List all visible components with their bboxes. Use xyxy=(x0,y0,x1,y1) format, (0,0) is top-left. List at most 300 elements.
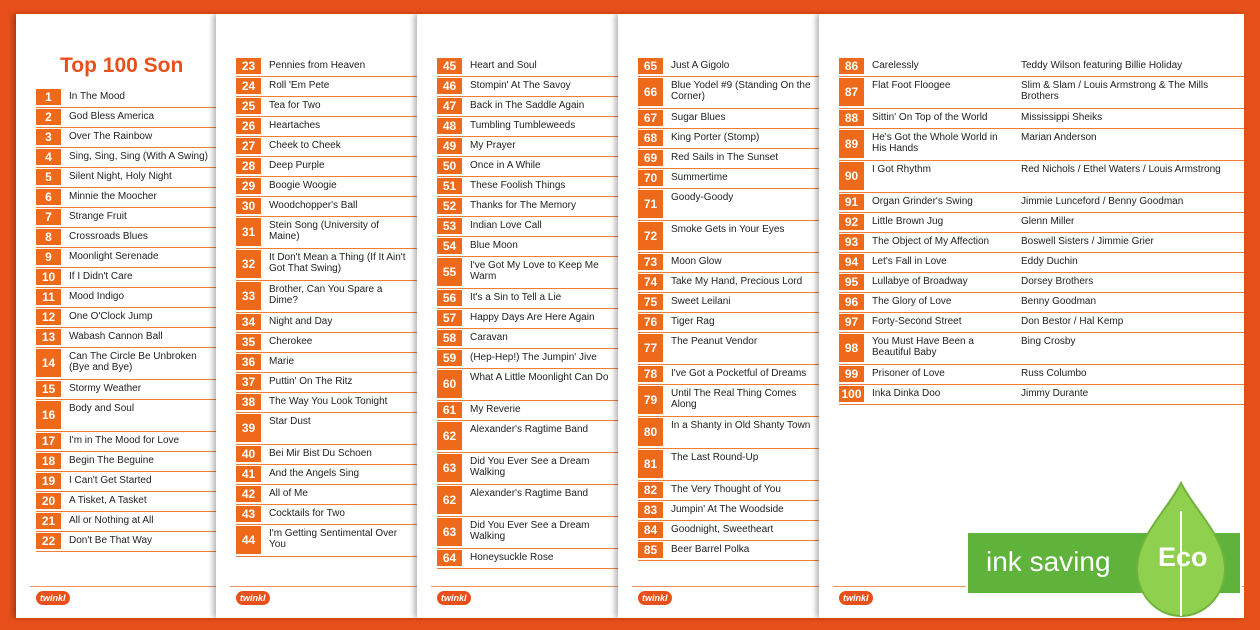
song-title: God Bless America xyxy=(69,111,155,122)
song-title: Jumpin' At The Woodside xyxy=(671,504,784,515)
song-number: 80 xyxy=(638,418,663,446)
song-row xyxy=(236,97,417,117)
song-row xyxy=(236,117,417,137)
song-title: Alexander's Ragtime Band xyxy=(470,488,589,499)
song-number: 90 xyxy=(839,162,864,190)
song-title: Boogie Woogie xyxy=(269,180,337,191)
song-row xyxy=(839,313,1244,333)
song-title: In The Mood xyxy=(69,91,125,102)
song-row xyxy=(839,109,1244,129)
song-artist: Slim & Slam / Louis Armstrong & The Mills Brothers xyxy=(1021,80,1209,102)
song-artist: Glenn Miller xyxy=(1021,216,1075,227)
song-row xyxy=(638,417,819,449)
song-number: 61 xyxy=(437,402,462,418)
song-artist: Marian Anderson xyxy=(1021,132,1097,143)
song-number: 38 xyxy=(236,394,261,410)
song-number: 59 xyxy=(437,350,462,366)
song-row xyxy=(839,213,1244,233)
song-number: 29 xyxy=(236,178,261,194)
song-row xyxy=(236,465,417,485)
song-row xyxy=(437,369,618,401)
song-title: Brother, Can You Spare a Dime? xyxy=(269,284,383,306)
song-number: 92 xyxy=(839,214,864,230)
song-title: It's a Sin to Tell a Lie xyxy=(470,292,562,303)
song-title: If I Didn't Care xyxy=(69,271,133,282)
song-artist: Mississippi Sheiks xyxy=(1021,112,1103,123)
song-number: 62 xyxy=(437,422,462,450)
song-number: 86 xyxy=(839,58,864,74)
song-artist: Eddy Duchin xyxy=(1021,256,1078,267)
worksheet-page-3 xyxy=(417,14,618,618)
song-row xyxy=(437,517,618,549)
twinkl-logo: twinkl xyxy=(638,591,672,605)
song-number: 30 xyxy=(236,198,261,214)
song-number: 93 xyxy=(839,234,864,250)
song-artist: Red Nichols / Ethel Waters / Louis Armstrong xyxy=(1021,164,1221,175)
song-title: Can The Circle Be Unbroken (Bye and Bye) xyxy=(69,351,197,373)
song-row xyxy=(638,77,819,109)
song-row xyxy=(437,197,618,217)
song-row xyxy=(437,97,618,117)
song-row xyxy=(236,157,417,177)
song-row xyxy=(638,221,819,253)
song-title: You Must Have Been a Beautiful Baby xyxy=(872,336,974,358)
song-title: Organ Grinder's Swing xyxy=(872,196,973,207)
song-title: Moonlight Serenade xyxy=(69,251,159,262)
song-row xyxy=(638,365,819,385)
song-number: 77 xyxy=(638,334,663,362)
song-title: Indian Love Call xyxy=(470,220,542,231)
song-row xyxy=(36,208,216,228)
song-artist: Bing Crosby xyxy=(1021,336,1076,347)
song-row xyxy=(437,453,618,485)
song-number: 76 xyxy=(638,314,663,330)
song-title: Pennies from Heaven xyxy=(269,60,366,71)
song-title: Blue Yodel #9 (Standing On the Corner) xyxy=(671,80,811,102)
eco-label: Eco xyxy=(1158,542,1208,572)
song-title: My Reverie xyxy=(470,404,521,415)
song-row xyxy=(36,148,216,168)
song-title: Mood Indigo xyxy=(69,291,125,302)
song-artist: Russ Columbo xyxy=(1021,368,1087,379)
song-title: These Foolish Things xyxy=(470,180,566,191)
song-number: 66 xyxy=(638,78,663,106)
song-number: 44 xyxy=(236,526,261,554)
song-row xyxy=(236,353,417,373)
song-row xyxy=(437,57,618,77)
song-number: 67 xyxy=(638,110,663,126)
song-number: 75 xyxy=(638,294,663,310)
song-title: Moon Glow xyxy=(671,256,722,267)
song-title: Tiger Rag xyxy=(671,316,715,327)
song-number: 16 xyxy=(36,401,61,429)
song-title: Inka Dinka Doo xyxy=(872,388,941,399)
song-number: 55 xyxy=(437,258,462,286)
song-row xyxy=(236,505,417,525)
song-title: Did You Ever See a Dream Walking xyxy=(470,456,590,478)
song-row xyxy=(437,177,618,197)
song-row xyxy=(437,401,618,421)
song-row xyxy=(839,365,1244,385)
song-row xyxy=(236,313,417,333)
song-number: 31 xyxy=(236,218,261,246)
song-row xyxy=(36,328,216,348)
song-title: Forty-Second Street xyxy=(872,316,962,327)
song-title: Alexander's Ragtime Band xyxy=(470,424,589,435)
song-number: 84 xyxy=(638,522,663,538)
song-row xyxy=(437,217,618,237)
song-row xyxy=(638,541,819,561)
song-title: Did You Ever See a Dream Walking xyxy=(470,520,590,542)
song-row xyxy=(638,385,819,417)
song-number: 87 xyxy=(839,78,864,106)
song-row xyxy=(236,249,417,281)
song-title: Back in The Saddle Again xyxy=(470,100,585,111)
song-number: 85 xyxy=(638,542,663,558)
song-title: Take My Hand, Precious Lord xyxy=(671,276,803,287)
song-row xyxy=(437,329,618,349)
song-number: 63 xyxy=(437,454,462,482)
song-number: 23 xyxy=(236,58,261,74)
song-title: Stormy Weather xyxy=(69,383,142,394)
song-row xyxy=(638,313,819,333)
song-title: Don't Be That Way xyxy=(69,535,153,546)
song-number: 8 xyxy=(36,229,61,245)
song-number: 21 xyxy=(36,513,61,529)
song-number: 81 xyxy=(638,450,663,478)
song-number: 24 xyxy=(236,78,261,94)
song-title: Let's Fall in Love xyxy=(872,256,947,267)
song-title: In a Shanty in Old Shanty Town xyxy=(671,420,811,431)
song-row xyxy=(236,197,417,217)
song-title: All or Nothing at All xyxy=(69,515,154,526)
song-row xyxy=(839,233,1244,253)
song-title: The Very Thought of You xyxy=(671,484,781,495)
song-title: Summertime xyxy=(671,172,728,183)
song-title: The Way You Look Tonight xyxy=(269,396,388,407)
song-title: What A Little Moonlight Can Do xyxy=(470,372,609,383)
song-title: Until The Real Thing Comes Along xyxy=(671,388,797,410)
song-number: 83 xyxy=(638,502,663,518)
worksheet-page-1 xyxy=(16,14,216,618)
song-title: The Object of My Affection xyxy=(872,236,990,247)
twinkl-logo: twinkl xyxy=(437,591,471,605)
song-row xyxy=(437,485,618,517)
song-title: Goodnight, Sweetheart xyxy=(671,524,774,535)
song-title: I'm Getting Sentimental Over You xyxy=(269,528,398,550)
song-row xyxy=(36,288,216,308)
song-number: 4 xyxy=(36,149,61,165)
song-title: Puttin' On The Ritz xyxy=(269,376,353,387)
song-row xyxy=(839,333,1244,365)
song-artist: Benny Goodman xyxy=(1021,296,1097,307)
song-title: I Can't Get Started xyxy=(69,475,152,486)
song-number: 25 xyxy=(236,98,261,114)
song-number: 27 xyxy=(236,138,261,154)
song-number: 74 xyxy=(638,274,663,290)
twinkl-logo: twinkl xyxy=(36,591,70,605)
song-title: It Don't Mean a Thing (If It Ain't Got That Swing) xyxy=(269,252,406,274)
song-title: Silent Night, Holy Night xyxy=(69,171,172,182)
song-title: My Prayer xyxy=(470,140,516,151)
song-number: 20 xyxy=(36,493,61,509)
song-number: 22 xyxy=(36,533,61,549)
song-number: 46 xyxy=(437,78,462,94)
song-title: Minnie the Moocher xyxy=(69,191,157,202)
song-number: 65 xyxy=(638,58,663,74)
song-number: 19 xyxy=(36,473,61,489)
song-title: Cocktails for Two xyxy=(269,508,345,519)
song-number: 56 xyxy=(437,290,462,306)
song-number: 97 xyxy=(839,314,864,330)
song-number: 14 xyxy=(36,349,61,377)
song-number: 69 xyxy=(638,150,663,166)
song-row xyxy=(236,137,417,157)
song-title: Strange Fruit xyxy=(69,211,127,222)
song-number: 68 xyxy=(638,130,663,146)
song-row xyxy=(437,237,618,257)
song-row xyxy=(36,308,216,328)
song-artist: Boswell Sisters / Jimmie Grier xyxy=(1021,236,1154,247)
song-row xyxy=(638,109,819,129)
song-row xyxy=(36,452,216,472)
footer-divider xyxy=(230,586,417,587)
song-number: 3 xyxy=(36,129,61,145)
song-number: 9 xyxy=(36,249,61,265)
song-title: The Last Round-Up xyxy=(671,452,759,463)
song-number: 41 xyxy=(236,466,261,482)
song-artist: Jimmie Lunceford / Benny Goodman xyxy=(1021,196,1184,207)
song-row xyxy=(36,248,216,268)
footer-divider xyxy=(632,586,819,587)
song-row xyxy=(437,309,618,329)
song-title: One O'Clock Jump xyxy=(69,311,153,322)
song-row xyxy=(638,169,819,189)
song-row xyxy=(236,373,417,393)
song-title: Deep Purple xyxy=(269,160,325,171)
song-title: Tumbling Tumbleweeds xyxy=(470,120,576,131)
song-number: 6 xyxy=(36,189,61,205)
song-title: Goody-Goody xyxy=(671,192,734,203)
song-title: Thanks for The Memory xyxy=(470,200,576,211)
song-row xyxy=(638,501,819,521)
song-row xyxy=(437,289,618,309)
song-title: Honeysuckle Rose xyxy=(470,552,554,563)
song-number: 13 xyxy=(36,329,61,345)
song-title: Body and Soul xyxy=(69,403,135,414)
song-number: 51 xyxy=(437,178,462,194)
song-number: 5 xyxy=(36,169,61,185)
song-number: 37 xyxy=(236,374,261,390)
song-number: 40 xyxy=(236,446,261,462)
song-row xyxy=(437,117,618,137)
song-row xyxy=(236,485,417,505)
song-row xyxy=(437,137,618,157)
song-title: The Glory of Love xyxy=(872,296,952,307)
song-number: 89 xyxy=(839,130,864,158)
song-title: I Got Rhythm xyxy=(872,164,931,175)
song-row xyxy=(437,77,618,97)
song-number: 32 xyxy=(236,250,261,278)
song-number: 36 xyxy=(236,354,261,370)
song-row xyxy=(36,492,216,512)
song-number: 15 xyxy=(36,381,61,397)
song-row xyxy=(36,188,216,208)
song-number: 53 xyxy=(437,218,462,234)
twinkl-logo: twinkl xyxy=(236,591,270,605)
song-title: Prisoner of Love xyxy=(872,368,945,379)
song-number: 98 xyxy=(839,334,864,362)
song-artist: Teddy Wilson featuring Billie Holiday xyxy=(1021,60,1183,71)
song-number: 50 xyxy=(437,158,462,174)
song-row xyxy=(236,525,417,557)
song-row xyxy=(638,481,819,501)
song-artist: Don Bestor / Hal Kemp xyxy=(1021,316,1124,327)
song-number: 91 xyxy=(839,194,864,210)
song-title: And the Angels Sing xyxy=(269,468,360,479)
song-row xyxy=(638,521,819,541)
worksheet-page-4 xyxy=(618,14,819,618)
song-number: 70 xyxy=(638,170,663,186)
song-number: 96 xyxy=(839,294,864,310)
song-title: Star Dust xyxy=(269,416,311,427)
song-title: Sing, Sing, Sing (With A Swing) xyxy=(69,151,208,162)
song-number: 60 xyxy=(437,370,462,398)
song-row xyxy=(437,549,618,569)
song-row xyxy=(236,177,417,197)
song-row xyxy=(36,512,216,532)
song-title: Wabash Cannon Ball xyxy=(69,331,163,342)
worksheet-page-2 xyxy=(216,14,417,618)
song-number: 35 xyxy=(236,334,261,350)
song-title: King Porter (Stomp) xyxy=(671,132,760,143)
song-title: Flat Foot Floogee xyxy=(872,80,951,91)
song-number: 2 xyxy=(36,109,61,125)
song-row xyxy=(36,532,216,552)
song-title: Sugar Blues xyxy=(671,112,726,123)
song-number: 43 xyxy=(236,506,261,522)
song-number: 64 xyxy=(437,550,462,566)
song-title: Sweet Leilani xyxy=(671,296,731,307)
song-number: 63 xyxy=(437,518,462,546)
twinkl-logo: twinkl xyxy=(839,591,873,605)
song-number: 73 xyxy=(638,254,663,270)
song-title: All of Me xyxy=(269,488,308,499)
song-number: 26 xyxy=(236,118,261,134)
song-number: 52 xyxy=(437,198,462,214)
song-title: Cherokee xyxy=(269,336,313,347)
song-number: 11 xyxy=(36,289,61,305)
song-row xyxy=(638,333,819,365)
song-row xyxy=(36,348,216,380)
footer-divider xyxy=(431,586,618,587)
song-row xyxy=(839,385,1244,405)
song-number: 82 xyxy=(638,482,663,498)
song-title: The Peanut Vendor xyxy=(671,336,758,347)
song-row xyxy=(36,128,216,148)
song-title: Sittin' On Top of the World xyxy=(872,112,988,123)
song-title: Heart and Soul xyxy=(470,60,537,71)
song-number: 10 xyxy=(36,269,61,285)
song-title: Happy Days Are Here Again xyxy=(470,312,595,323)
song-title: Blue Moon xyxy=(470,240,518,251)
song-title: Woodchopper's Ball xyxy=(269,200,358,211)
song-number: 71 xyxy=(638,190,663,218)
song-row xyxy=(437,157,618,177)
song-row xyxy=(638,189,819,221)
song-number: 7 xyxy=(36,209,61,225)
song-title: Carelessly xyxy=(872,60,919,71)
song-number: 33 xyxy=(236,282,261,310)
song-row xyxy=(36,168,216,188)
song-title: I'm in The Mood for Love xyxy=(69,435,180,446)
song-row xyxy=(839,273,1244,293)
song-row xyxy=(638,253,819,273)
song-title: Over The Rainbow xyxy=(69,131,153,142)
song-row xyxy=(36,380,216,400)
song-number: 17 xyxy=(36,433,61,449)
song-row xyxy=(839,253,1244,273)
song-title: Crossroads Blues xyxy=(69,231,148,242)
song-title: Smoke Gets in Your Eyes xyxy=(671,224,785,235)
song-number: 18 xyxy=(36,453,61,469)
song-number: 39 xyxy=(236,414,261,442)
song-row xyxy=(437,421,618,453)
song-title: I've Got My Love to Keep Me Warm xyxy=(470,260,599,282)
song-title: I've Got a Pocketful of Dreams xyxy=(671,368,807,379)
song-title: Heartaches xyxy=(269,120,321,131)
song-row xyxy=(36,268,216,288)
song-row xyxy=(839,57,1244,77)
song-number: 34 xyxy=(236,314,261,330)
song-number: 1 xyxy=(36,89,61,105)
song-title: Tea for Two xyxy=(269,100,321,111)
song-number: 48 xyxy=(437,118,462,134)
song-number: 100 xyxy=(839,386,864,402)
song-number: 79 xyxy=(638,386,663,414)
song-row xyxy=(638,273,819,293)
song-row xyxy=(839,193,1244,213)
song-row xyxy=(36,108,216,128)
song-row xyxy=(36,472,216,492)
song-title: Cheek to Cheek xyxy=(269,140,341,151)
song-row xyxy=(839,161,1244,193)
song-row xyxy=(236,281,417,313)
song-number: 62 xyxy=(437,486,462,514)
song-title: Stompin' At The Savoy xyxy=(470,80,571,91)
song-title: Caravan xyxy=(470,332,508,343)
song-number: 57 xyxy=(437,310,462,326)
song-number: 28 xyxy=(236,158,261,174)
song-row xyxy=(236,217,417,249)
song-title: Night and Day xyxy=(269,316,333,327)
song-title: Red Sails in The Sunset xyxy=(671,152,779,163)
song-title: Once in A While xyxy=(470,160,541,171)
song-row xyxy=(839,77,1244,109)
song-title: Roll 'Em Pete xyxy=(269,80,330,91)
song-row xyxy=(638,449,819,481)
song-title: Little Brown Jug xyxy=(872,216,944,227)
page-title: Top 100 Son xyxy=(60,54,184,77)
song-row xyxy=(437,257,618,289)
song-title: Marie xyxy=(269,356,295,367)
song-artist: Dorsey Brothers xyxy=(1021,276,1094,287)
song-row xyxy=(437,349,618,369)
song-row xyxy=(638,57,819,77)
song-row xyxy=(236,57,417,77)
song-number: 88 xyxy=(839,110,864,126)
song-title: Beer Barrel Polka xyxy=(671,544,750,555)
